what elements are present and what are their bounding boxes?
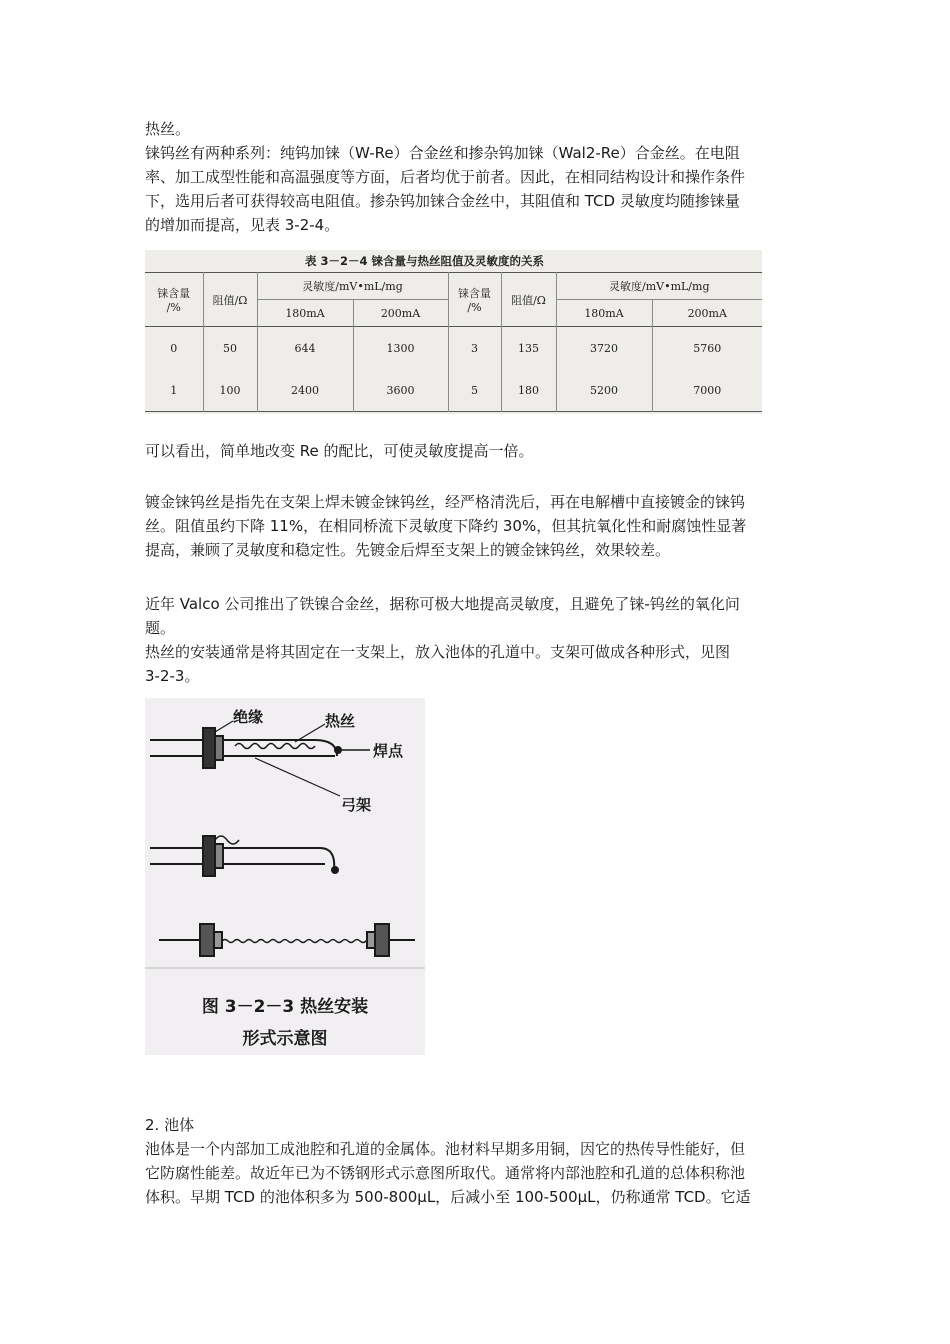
table-cell: 0 xyxy=(145,327,203,370)
table-cell: 1 xyxy=(145,369,203,412)
table-figure xyxy=(145,250,762,414)
paragraph-valco xyxy=(145,592,810,688)
text-line: 丝。阻值虽约下降 11%，在相同桥流下灵敏度下降约 30%，但其抗氧化性和耐腐蚀性显著 xyxy=(145,517,747,535)
label-weld-point: 焊点 xyxy=(373,742,404,760)
filament-mount-figure xyxy=(145,698,425,1055)
text-line: 热丝的安装通常是将其固定在一支架上，放入池体的孔道中。支架可做成各种形式，见图 xyxy=(145,643,731,661)
figure-caption-line2: 形式示意图 xyxy=(242,1029,328,1049)
text-line: 率、加工成型性能和高温强度等方面，后者均优于前者。因此，在相同结构设计和操作条件 xyxy=(145,168,746,186)
text-line: 可以看出，简单地改变 Re 的配比，可使灵敏度提高一倍。 xyxy=(145,442,534,460)
table-cell: 5760 xyxy=(693,341,722,355)
col-header-180ma: 180mA xyxy=(257,300,353,327)
table-cell: 3 xyxy=(448,327,501,370)
col-header-200ma-2: 200mA xyxy=(652,300,762,327)
text-line: 热丝。 xyxy=(145,120,191,138)
table-cell: 644 xyxy=(257,327,353,370)
text-line: 3-2-3。 xyxy=(145,667,200,685)
text-line: 铼钨丝有两种系列：纯钨加铼（W-Re）合金丝和掺杂钨加铼（Wal2-Re）合金丝。在电阻 xyxy=(145,144,740,162)
header-unit: /% xyxy=(467,301,482,314)
table-row xyxy=(145,327,762,370)
table-cell: 2400 xyxy=(257,369,353,412)
col-header-200ma: 200mA xyxy=(353,300,448,327)
col-header-resistance: 阻值/Ω xyxy=(203,273,257,327)
col-header-resistance-2: 阻值/Ω xyxy=(501,273,556,327)
col-header-re-content xyxy=(145,273,203,327)
table-cell: 1300 xyxy=(353,327,448,370)
data-table xyxy=(145,272,762,412)
table-cell: 5 xyxy=(448,369,501,412)
text-line: 下，选用后者可获得较高电阻值。掺杂钨加铼合金丝中，其阻值和 TCD 灵敏度均随掺铼量 xyxy=(145,192,740,210)
table-cell: 100 xyxy=(203,369,257,412)
header-text: 铼含量 xyxy=(458,287,491,300)
header-unit: /% xyxy=(166,301,181,314)
table-cell: 3720 xyxy=(556,327,652,370)
paragraph-conclusion xyxy=(145,439,810,463)
col-header-re-content-2 xyxy=(448,273,501,327)
col-header-sensitivity-2: 灵敏度/mV•mL/mg xyxy=(609,280,710,293)
table-row xyxy=(145,369,762,412)
paragraph-intro xyxy=(145,117,810,141)
table-cell: 5200 xyxy=(556,369,652,412)
text-line: 提高，兼顾了灵敏度和稳定性。先镀金后焊至支架上的镀金铼钨丝，效果较差。 xyxy=(145,541,671,559)
table-cell: 7000 xyxy=(693,383,722,397)
table-title: 表 3－2－4 铼含量与热丝阻值及灵敏度的关系 xyxy=(305,254,545,268)
text-line: 题。 xyxy=(145,619,176,637)
header-text: 铼含量 xyxy=(157,287,191,300)
text-line: 池体是一个内部加工成池腔和孔道的金属体。池材料早期多用铜，因它的热传导性能好，但 xyxy=(145,1140,746,1158)
label-filament: 热丝 xyxy=(325,712,356,730)
table-cell: 50 xyxy=(203,327,257,370)
section-heading: 2. 池体 xyxy=(145,1116,195,1134)
paragraph-gold-plated xyxy=(145,490,810,562)
table-cell: 180 xyxy=(501,369,556,412)
label-insulation: 绝缘 xyxy=(233,708,264,726)
text-line: 镀金铼钨丝是指先在支架上焊未镀金铼钨丝，经严格清洗后，再在电解槽中直接镀金的铼钨 xyxy=(145,493,746,511)
table-cell: 3600 xyxy=(353,369,448,412)
table-cell: 135 xyxy=(501,327,556,370)
text-line: 体积。早期 TCD 的池体积多为 500-800μL，后减小至 100-500μL，仍称通常 TCD。它适 xyxy=(145,1188,751,1206)
figure-caption-line1: 图 3－2－3 热丝安装 xyxy=(201,997,369,1017)
label-bow-frame: 弓架 xyxy=(341,796,372,814)
section-2 xyxy=(145,1113,810,1209)
col-header-180ma-2: 180mA xyxy=(556,300,652,327)
text-line: 近年 Valco 公司推出了铁镍合金丝，据称可极大地提高灵敏度，且避免了铼-钨丝的氧化问 xyxy=(145,595,740,613)
col-header-sensitivity: 灵敏度/mV•mL/mg xyxy=(257,273,448,300)
paragraph-re-w-wire xyxy=(145,141,810,237)
text-line: 的增加而提高，见表 3-2-4。 xyxy=(145,216,340,234)
text-line: 它防腐性能差。故近年已为不锈钢形式示意图所取代。通常将内部池腔和孔道的总体积称池 xyxy=(145,1164,746,1182)
